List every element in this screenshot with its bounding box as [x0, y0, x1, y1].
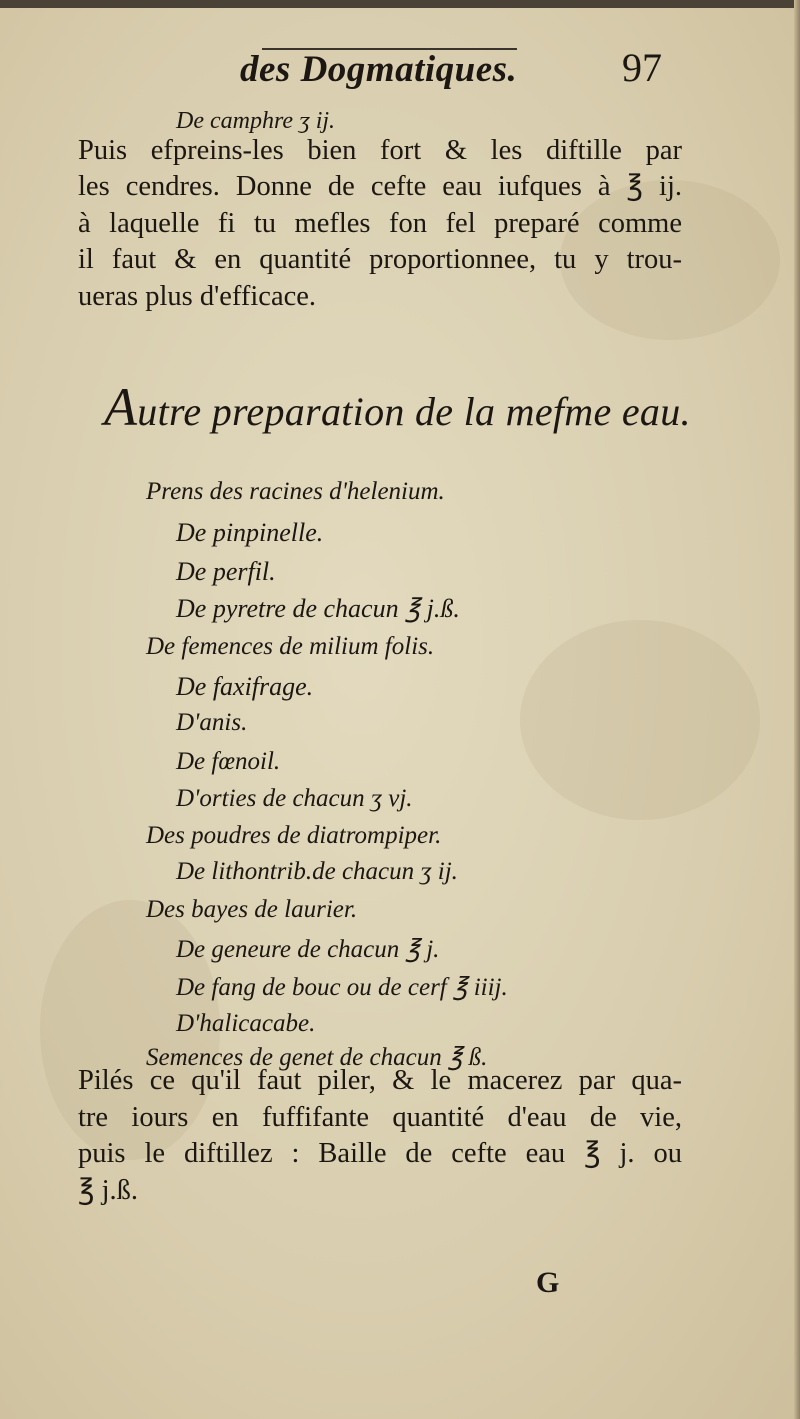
closing-line: Pilés ce qu'il faut piler, & le macerez par qua- [78, 1065, 682, 1096]
recipe-line: De perfil. [176, 557, 276, 586]
signature-mark: G [536, 1266, 560, 1299]
closing-line: tre iours en fuffifante quantité d'eau de vie, [78, 1101, 682, 1133]
section-heading-text: utre preparation de la mefme eau. [137, 389, 691, 434]
running-head: des Dogmatiques. [240, 49, 518, 90]
recipe-line: D'anis. [176, 709, 248, 736]
paragraph-line: il faut & en quantité proportionnee, tu y trou- [78, 244, 682, 276]
closing-paragraph [78, 1063, 682, 1209]
section-heading-capital: A [104, 377, 138, 437]
recipe-line: De femences de milium folis. [146, 633, 435, 660]
recipe-line: Des bayes de laurier. [146, 896, 358, 923]
recipe-line: De fœnoil. [176, 748, 281, 775]
recipe-line: De pinpinelle. [176, 518, 324, 547]
recipe-line: De pyretre de chacun ℥ j.ß. [176, 594, 460, 623]
recipe-line: De lithontrib.de chacun ʒ ij. [176, 858, 458, 885]
recipe-line: Des poudres de diatrompiper. [146, 822, 442, 849]
recipe-line: De faxifrage. [176, 672, 314, 701]
recipe-line: D'orties de chacun ʒ vj. [176, 785, 413, 812]
recipe-continuation-line: De camphre ʒ ij. [176, 108, 336, 134]
closing-line: ℥ j.ß. [78, 1174, 139, 1206]
recipe-line: Prens des racines d'helenium. [146, 478, 445, 505]
recipe-line: De fang de bouc ou de cerf ℥ iiij. [176, 974, 508, 1001]
paragraph-line: ueras plus d'efficace. [78, 280, 317, 312]
paragraph-line: Puis efpreins-les bien fort & les diftille par [78, 135, 682, 166]
paragraph-line: à laquelle fi tu mefles fon fel preparé comme [78, 207, 682, 239]
page-number: 97 [622, 45, 662, 90]
recipe-line: De geneure de chacun ℥ j. [176, 936, 440, 963]
closing-line: puis le diftillez : Baille de cefte eau ℥ j. ou [78, 1138, 682, 1169]
recipe-line: Semences de genet de chacun ℥ ß. [146, 1044, 488, 1071]
paragraph-line: les cendres. Donne de cefte eau iufques à ℥ ij. [78, 171, 682, 203]
recipe-line: D'halicacabe. [176, 1010, 316, 1037]
